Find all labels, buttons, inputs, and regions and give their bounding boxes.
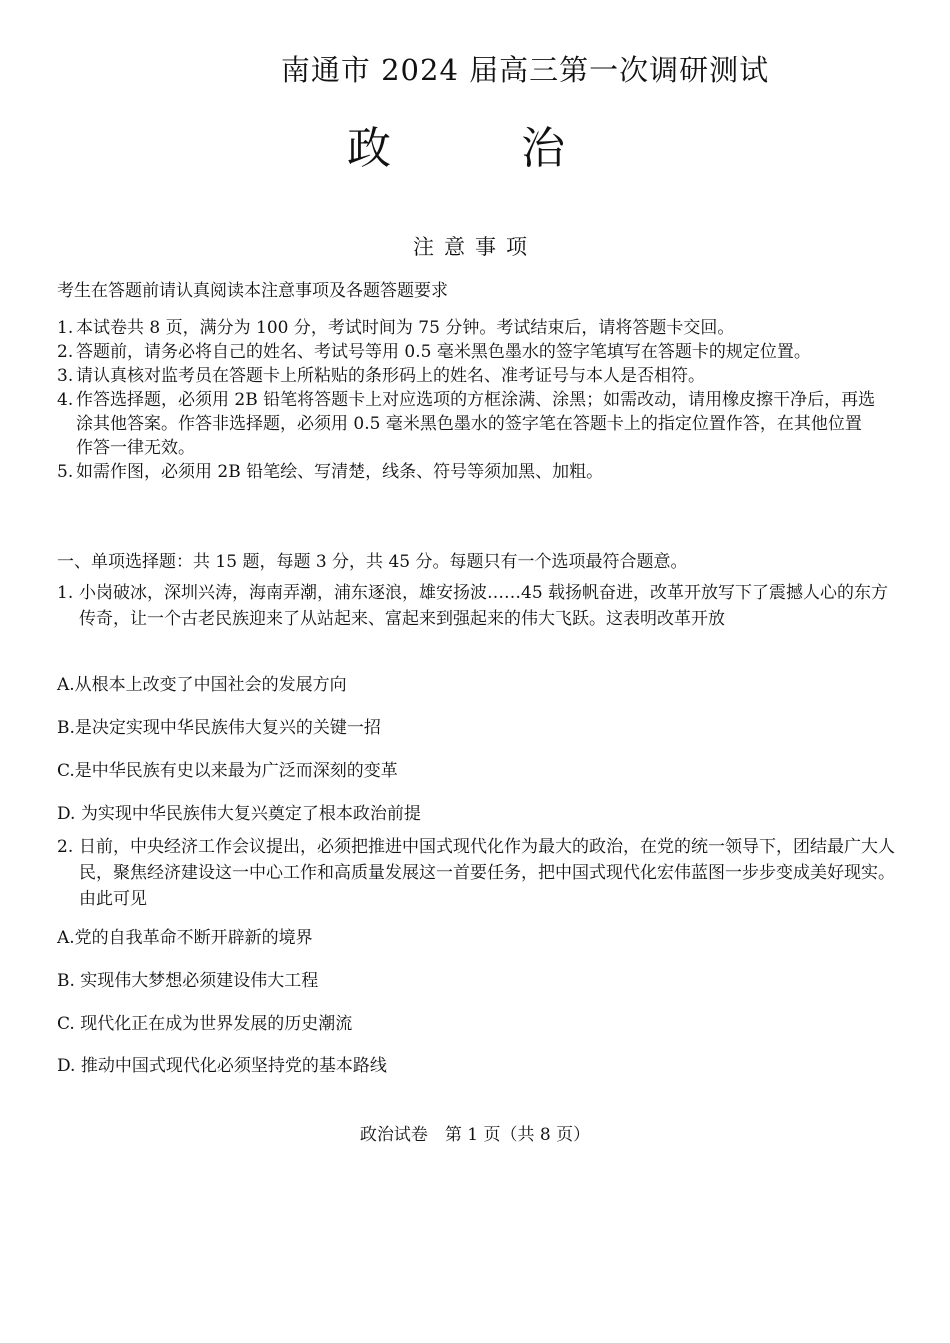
question-1-option-b: B.是决定实现中华民族伟大复兴的关键一招 — [57, 718, 381, 738]
notice-item-text: 答题前，请务必将自己的姓名、考试号等用 0.5 毫米黑色墨水的签字笔填写在答题卡的规定位置。 — [76, 342, 811, 362]
question-2-option-c: C. 现代化正在成为世界发展的历史潮流 — [57, 1014, 353, 1034]
question-number: 2. — [57, 837, 74, 857]
question-2-option-a: A.党的自我革命不断开辟新的境界 — [57, 928, 313, 948]
notice-item-text: 本试卷共 8 页，满分为 100 分，考试时间为 75 分钟。考试结束后，请将答题卡交回。 — [76, 318, 735, 338]
notice-item-4 — [57, 388, 877, 460]
notice-item-number: 5. — [57, 462, 74, 482]
question-1-stem — [57, 580, 897, 632]
exam-title: 南通市 2024 届高三第一次调研测试 — [280, 53, 770, 87]
question-number: 1. — [57, 583, 74, 603]
notice-item-text: 如需作图，必须用 2B 铅笔绘、写清楚，线条、符号等须加黑、加粗。 — [76, 462, 604, 482]
notice-item-2 — [57, 340, 877, 364]
notice-title: 注意事项 — [413, 235, 537, 259]
question-1-option-a: A.从根本上改变了中国社会的发展方向 — [57, 675, 347, 695]
section-heading: 一、单项选择题：共 15 题，每题 3 分，共 45 分。每题只有一个选项最符合题意。 — [57, 552, 688, 572]
notice-item-5 — [57, 460, 877, 484]
question-1-option-d: D. 为实现中华民族伟大复兴奠定了根本政治前提 — [57, 804, 421, 824]
notice-item-number: 3. — [57, 366, 74, 386]
subject-title: 政 治 — [347, 123, 623, 174]
notice-item-number: 2. — [57, 342, 74, 362]
question-text: 日前，中央经济工作会议提出，必须把推进中国式现代化作为最大的政治，在党的统一领导下，团结最广大人民，聚焦经济建设这一中心工作和高质量发展这一首要任务，把中国式现代化宏伟蓝图一步步变成美好现实。由此可见 — [79, 837, 895, 909]
question-1-option-c: C.是中华民族有史以来最为广泛而深刻的变革 — [57, 761, 398, 781]
page-footer: 政治试卷 第 1 页（共 8 页） — [359, 1125, 591, 1145]
notice-item-text: 作答选择题，必须用 2B 铅笔将答题卡上对应选项的方框涂满、涂黑；如需改动，请用橡皮擦干净后，再选涂其他答案。作答非选择题，必须用 0.5 毫米黑色墨水的签字笔在答题卡上的指定位置作答，在其他位置作答一律无效。 — [76, 390, 876, 458]
question-2-option-d: D. 推动中国式现代化必须坚持党的基本路线 — [57, 1056, 387, 1076]
notice-list — [57, 316, 877, 484]
question-2-option-b: B. 实现伟大梦想必须建设伟大工程 — [57, 971, 319, 991]
notice-item-3 — [57, 364, 877, 388]
notice-item-number: 4. — [57, 390, 74, 410]
notice-item-1 — [57, 316, 877, 340]
question-2-stem — [57, 834, 897, 912]
notice-item-number: 1. — [57, 318, 74, 338]
question-text: 小岗破冰，深圳兴涛，海南弄潮，浦东逐浪，雄安扬波……45 载扬帆奋进，改革开放写下了震撼人心的东方传奇，让一个古老民族迎来了从站起来、富起来到强起来的伟大飞跃。这表明改革开放 — [79, 583, 889, 629]
notice-item-text: 请认真核对监考员在答题卡上所粘贴的条形码上的姓名、准考证号与本人是否相符。 — [76, 366, 705, 386]
notice-intro: 考生在答题前请认真阅读本注意事项及各题答题要求 — [57, 281, 448, 301]
